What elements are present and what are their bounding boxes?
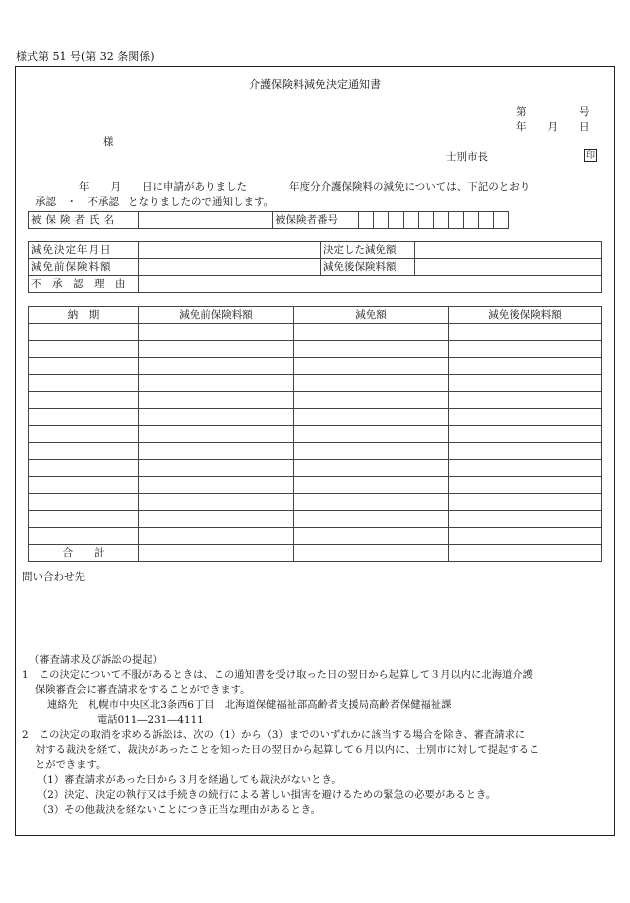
- cell[interactable]: [294, 392, 449, 409]
- cell[interactable]: [294, 528, 449, 545]
- intro-line-2: となりましたので通知します。: [128, 196, 275, 208]
- document-title: 介護保険料減免決定通知書: [249, 78, 381, 91]
- table-row: [29, 477, 602, 494]
- insured-number-digit[interactable]: [404, 212, 419, 229]
- insured-number-label: 被保険者番号: [273, 212, 359, 229]
- table-row: [29, 341, 602, 358]
- addressee-suffix: 様: [103, 136, 114, 148]
- cell[interactable]: [294, 358, 449, 375]
- note-1-contact: 連絡先 札幌市中央区北3条西6丁目 北海道保健福祉部高齢者支援局高齢者保健福祉課: [47, 699, 452, 711]
- table-row: [29, 375, 602, 392]
- insured-name-label: 被保険者氏名: [29, 212, 139, 229]
- cell[interactable]: [449, 426, 602, 443]
- contact-label: 問い合わせ先: [22, 571, 85, 583]
- notes-heading: （審査請求及び訴訟の提起）: [29, 654, 163, 666]
- note-2-sub-3: （3）その他裁決を経ないことにつき正当な理由があるとき。: [37, 804, 321, 816]
- cell[interactable]: [449, 494, 602, 511]
- cell[interactable]: [139, 324, 294, 341]
- disapproval-reason-field[interactable]: [139, 276, 602, 293]
- cell[interactable]: [29, 511, 139, 528]
- seal-mark: 印: [585, 151, 595, 161]
- decided-amount-field[interactable]: [415, 242, 602, 259]
- cell[interactable]: [139, 443, 294, 460]
- table-row: [29, 443, 602, 460]
- insured-number-digit[interactable]: [419, 212, 434, 229]
- cell[interactable]: [139, 409, 294, 426]
- intro-approval-options: 承認 ・ 不承認: [35, 196, 119, 208]
- cell[interactable]: [294, 477, 449, 494]
- note-1-line-1: 1 この決定について不服があるときは、この通知書を受け取った日の翌日から起算して３月以内に北海道介護: [22, 669, 533, 681]
- note-2-line-3: とができます。: [35, 759, 107, 771]
- before-premium-field[interactable]: [139, 259, 321, 276]
- cell[interactable]: [449, 477, 602, 494]
- table-row: [29, 511, 602, 528]
- header-due-date: 納 期: [29, 307, 139, 324]
- table-row: [29, 426, 602, 443]
- cell[interactable]: [29, 324, 139, 341]
- decision-date-field[interactable]: [139, 242, 321, 259]
- insured-number-digit[interactable]: [464, 212, 479, 229]
- after-premium-field[interactable]: [415, 259, 602, 276]
- insured-number-digit[interactable]: [479, 212, 494, 229]
- insured-number-digit[interactable]: [359, 212, 374, 229]
- total-row: [29, 545, 602, 562]
- cell[interactable]: [139, 392, 294, 409]
- cell[interactable]: [29, 494, 139, 511]
- cell[interactable]: [449, 358, 602, 375]
- cell[interactable]: [449, 324, 602, 341]
- cell[interactable]: [294, 324, 449, 341]
- header-reduction-amount: 減免額: [294, 307, 449, 324]
- cell[interactable]: [29, 375, 139, 392]
- cell[interactable]: [29, 477, 139, 494]
- table-row: [29, 409, 602, 426]
- total-before-premium[interactable]: [139, 545, 294, 562]
- cell[interactable]: [294, 494, 449, 511]
- insured-number-digit[interactable]: [389, 212, 404, 229]
- insured-number-digit[interactable]: [494, 212, 509, 229]
- total-reduction-amount[interactable]: [294, 545, 449, 562]
- intro-line-1: 年 月 日に申請がありました 年度分介護保険料の減免については、下記のとおり: [79, 181, 531, 193]
- total-label: 合 計: [29, 545, 139, 562]
- cell[interactable]: [139, 477, 294, 494]
- cell[interactable]: [294, 341, 449, 358]
- note-2-line-1: 2 この決定の取消を求める訴訟は、次の（1）から（3）までのいずれかに該当する場合を除き、審査請求に: [22, 729, 526, 741]
- before-premium-label: 減免前保険料額: [29, 259, 139, 276]
- table-row: [29, 392, 602, 409]
- table-row: [29, 324, 602, 341]
- cell[interactable]: [29, 528, 139, 545]
- cell[interactable]: [139, 358, 294, 375]
- cell[interactable]: [29, 443, 139, 460]
- cell[interactable]: [449, 341, 602, 358]
- issuer-name: 士別市長: [446, 151, 488, 163]
- header-after-premium: 減免後保険料額: [449, 307, 602, 324]
- cell[interactable]: [139, 375, 294, 392]
- cell[interactable]: [294, 375, 449, 392]
- table-row: [29, 460, 602, 477]
- cell[interactable]: [294, 460, 449, 477]
- cell[interactable]: [29, 409, 139, 426]
- cell[interactable]: [29, 426, 139, 443]
- decided-amount-label: 決定した減免額: [321, 242, 415, 259]
- cell[interactable]: [29, 341, 139, 358]
- decision-date-label: 減免決定年月日: [29, 242, 139, 259]
- form-code: 様式第 51 号(第 32 条関係): [16, 50, 155, 63]
- insured-number-digit[interactable]: [449, 212, 464, 229]
- cell[interactable]: [139, 528, 294, 545]
- cell[interactable]: [139, 460, 294, 477]
- cell[interactable]: [449, 392, 602, 409]
- cell[interactable]: [449, 443, 602, 460]
- payment-table-header: [29, 307, 602, 324]
- cell[interactable]: [294, 426, 449, 443]
- cell[interactable]: [139, 426, 294, 443]
- cell[interactable]: [294, 443, 449, 460]
- note-2-sub-1: （1）審査請求があった日から３月を経過しても裁決がないとき。: [37, 774, 342, 786]
- table-row: [29, 528, 602, 545]
- insured-name-field[interactable]: [139, 212, 273, 229]
- total-after-premium[interactable]: [449, 545, 602, 562]
- table-row: [29, 358, 602, 375]
- cell[interactable]: [294, 409, 449, 426]
- table-row: [29, 494, 602, 511]
- cell[interactable]: [139, 511, 294, 528]
- after-premium-label: 減免後保険料額: [321, 259, 415, 276]
- cell[interactable]: [449, 409, 602, 426]
- cell[interactable]: [139, 494, 294, 511]
- document-date: 年 月 日: [516, 121, 590, 133]
- insured-number-digit[interactable]: [434, 212, 449, 229]
- note-2-line-2: 対する裁決を経て、裁決があったことを知った日の翌日から起算して６月以内に、士別市に対して提起するこ: [35, 744, 540, 756]
- decision-table: [28, 241, 602, 293]
- payment-table: [28, 306, 602, 562]
- cell[interactable]: [29, 392, 139, 409]
- cell[interactable]: [449, 375, 602, 392]
- cell[interactable]: [449, 460, 602, 477]
- cell[interactable]: [294, 511, 449, 528]
- header-before-premium: 減免前保険料額: [139, 307, 294, 324]
- disapproval-reason-label: 不 承 認 理 由: [29, 276, 139, 293]
- cell[interactable]: [29, 358, 139, 375]
- cell[interactable]: [29, 460, 139, 477]
- note-2-sub-2: （2）決定、決定の執行又は手続きの続行による著しい損害を避けるための緊急の必要があるとき。: [37, 789, 497, 801]
- insured-table: [28, 211, 509, 229]
- cell[interactable]: [139, 341, 294, 358]
- insured-number-digit[interactable]: [374, 212, 389, 229]
- document-number: 第 号: [516, 106, 590, 118]
- cell[interactable]: [449, 511, 602, 528]
- note-1-phone: 電話011―231―4111: [97, 714, 204, 726]
- note-1-line-2: 保険審査会に審査請求をすることができます。: [35, 684, 251, 696]
- cell[interactable]: [449, 528, 602, 545]
